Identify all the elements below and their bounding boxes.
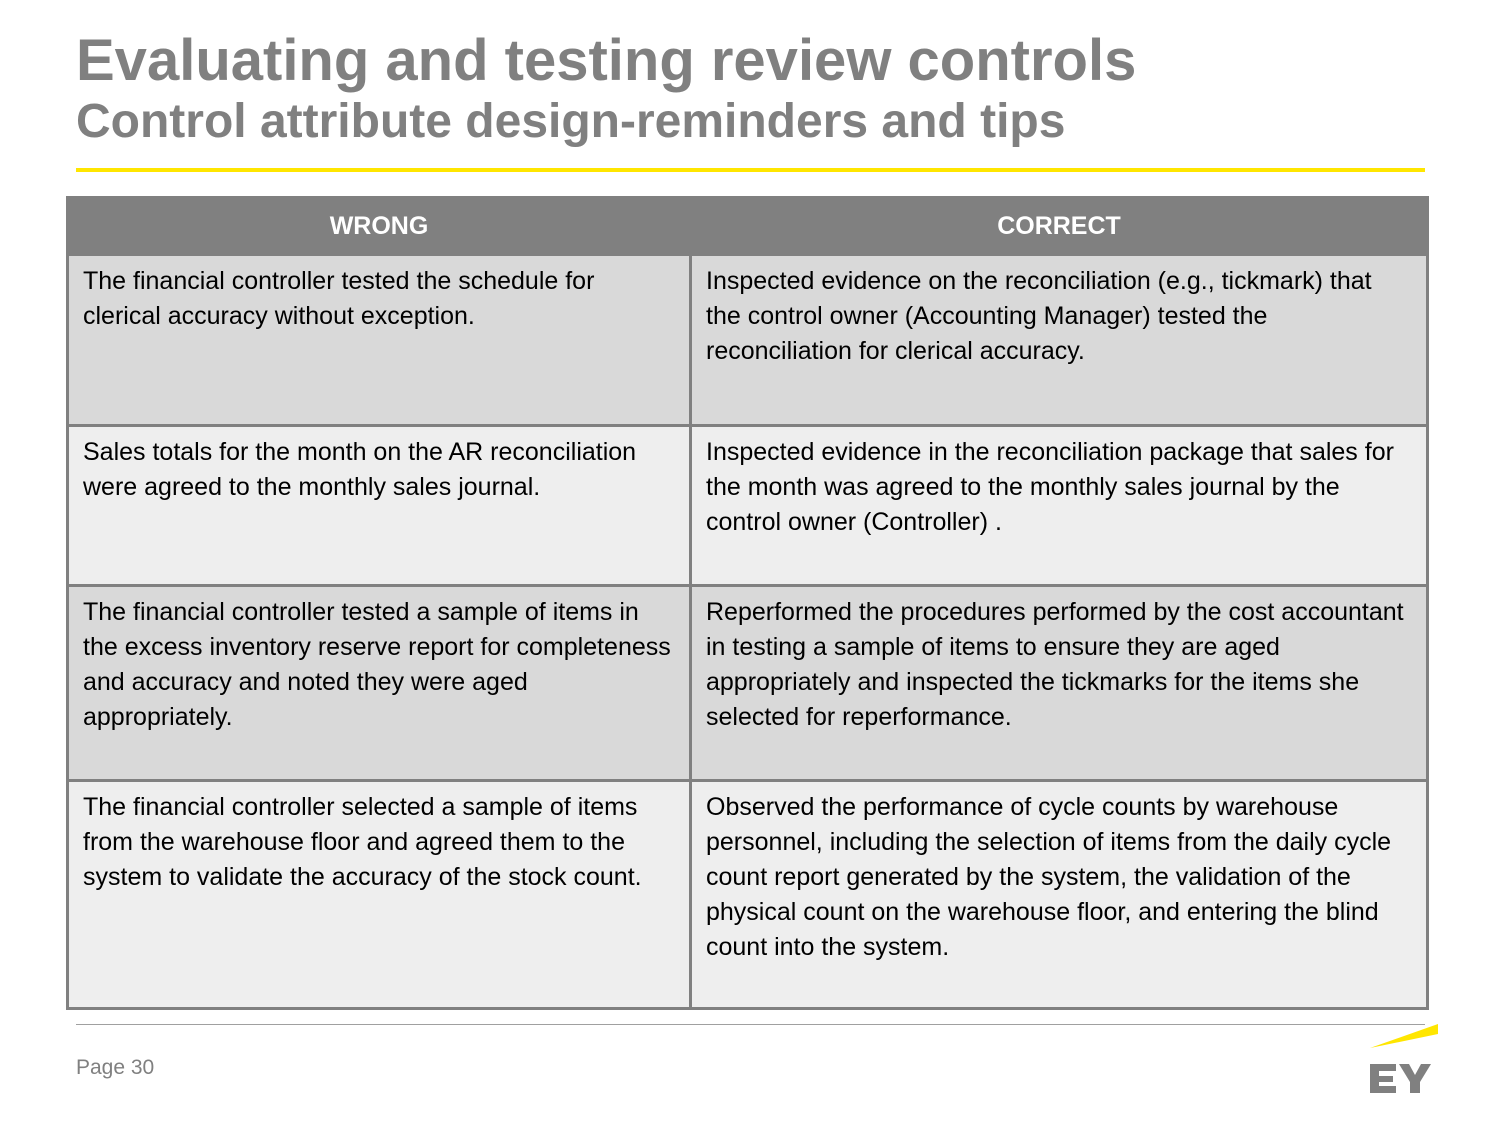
correct-cell: Inspected evidence on the reconciliation (e.g., tickmark) that the control owner (Accounting Manager) tested the reconciliation for clerical accuracy. [691, 255, 1428, 426]
table-row [68, 426, 1428, 586]
footer-divider [76, 1024, 1425, 1025]
wrong-cell: The financial controller tested the schedule for clerical accuracy without exception. [68, 255, 691, 426]
slide-subtitle: Control attribute design-reminders and tips [76, 95, 1066, 148]
slide-title: Evaluating and testing review controls [76, 28, 1137, 93]
correct-cell: Observed the performance of cycle counts by warehouse personnel, including the selection of items from the daily cycle count report generated by the system, the validation of the physical count on the warehouse floor, and entering the blind count into the system. [691, 781, 1428, 1009]
wrong-cell: The financial controller selected a sample of items from the warehouse floor and agreed them to the system to validate the accuracy of the stock count. [68, 781, 691, 1009]
comparison-table [66, 196, 1429, 1010]
table-row [68, 781, 1428, 1009]
table-header-row [68, 198, 1428, 255]
table-row [68, 255, 1428, 426]
page-number: Page 30 [76, 1056, 155, 1079]
table-row [68, 586, 1428, 781]
title-divider [76, 168, 1425, 172]
wrong-cell: Sales totals for the month on the AR reconciliation were agreed to the monthly sales journal. [68, 426, 691, 586]
column-header-correct: CORRECT [691, 198, 1428, 255]
column-header-wrong: WRONG [68, 198, 691, 255]
wrong-cell: The financial controller tested a sample of items in the excess inventory reserve report for completeness and accuracy and noted they were aged appropriately. [68, 586, 691, 781]
correct-cell: Inspected evidence in the reconciliation package that sales for the month was agreed to the monthly sales journal by the control owner (Controller) . [691, 426, 1428, 586]
ey-logo [1366, 1022, 1440, 1096]
correct-cell: Reperformed the procedures performed by the cost accountant in testing a sample of items to ensure they are aged appropriately and inspected the tickmarks for the items she selected for reperformance. [691, 586, 1428, 781]
